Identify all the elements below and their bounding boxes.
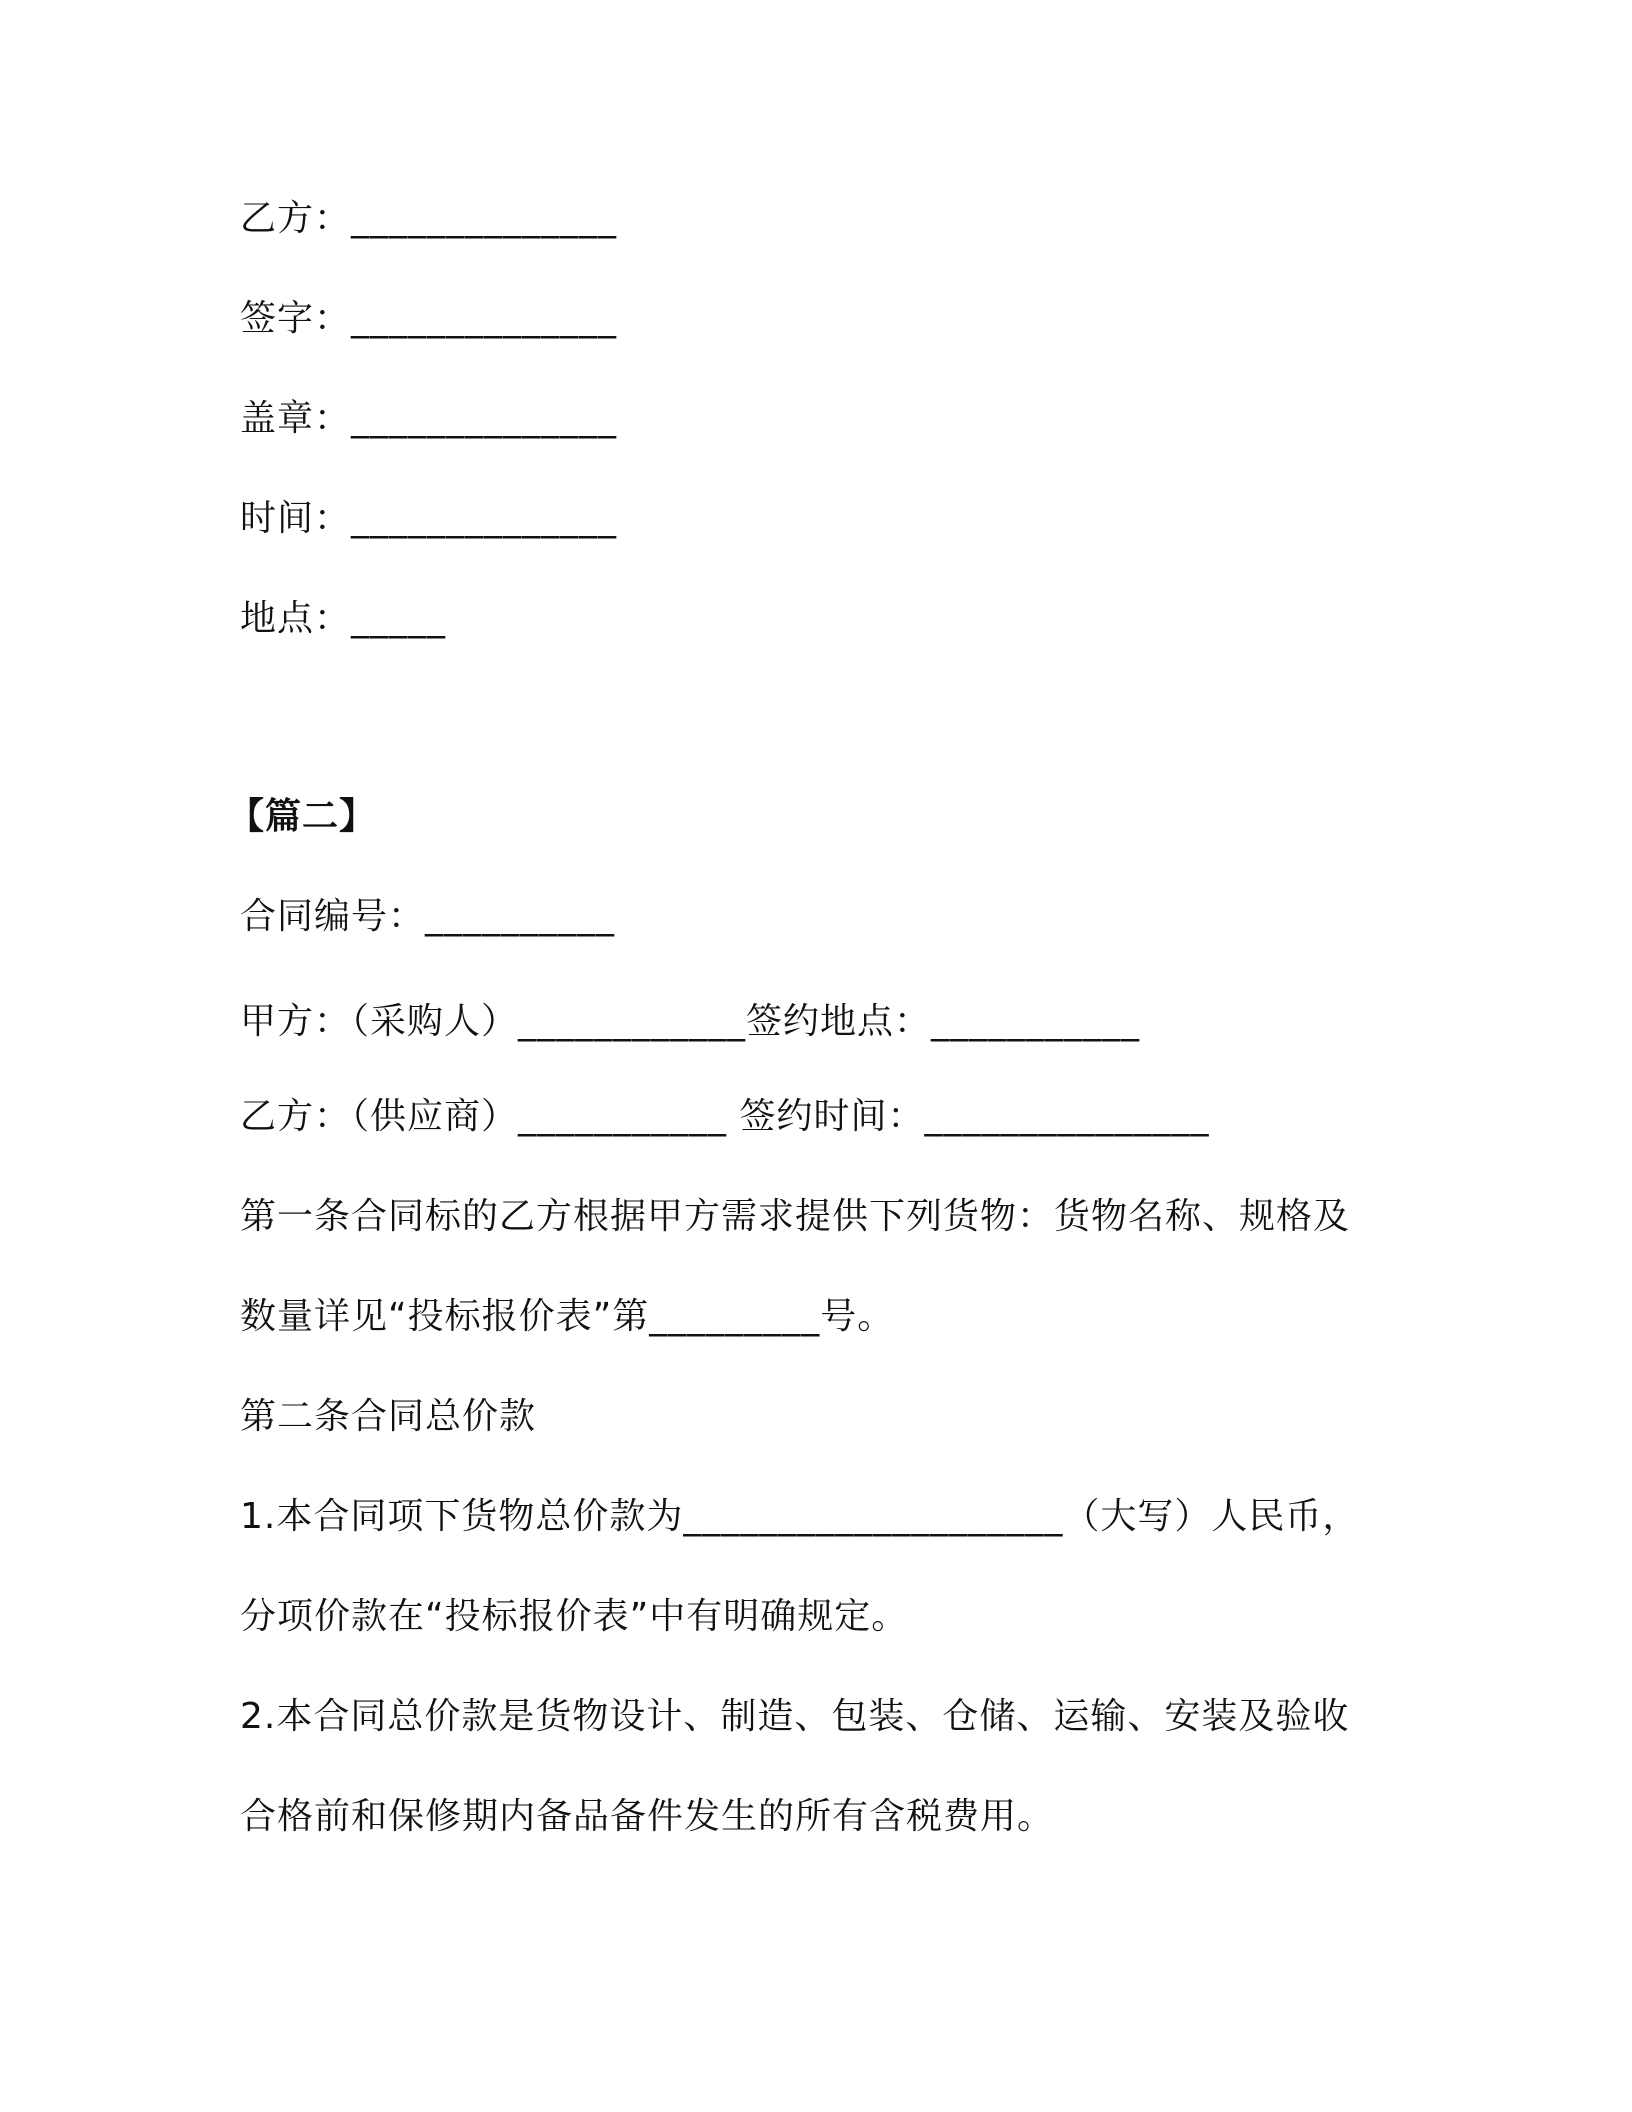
article-two-title: 第二条合同总价款 [240, 1396, 537, 1437]
article-one-line-2: 数量详见“投标报价表”第_________号。 [240, 1296, 895, 1337]
contract-number-field: 合同编号：__________ [240, 896, 616, 937]
clause-2-line-2: 合格前和保修期内备品备件发生的所有含税费用。 [240, 1796, 1055, 1837]
party-b-line: 乙方：（供应商）___________ 签约时间：_______________ [240, 1096, 1210, 1137]
seal-field: 盖章：______________ [240, 398, 618, 439]
article-one-line-1: 第一条合同标的乙方根据甲方需求提供下列货物：货物名称、规格及 [240, 1196, 1351, 1237]
section-heading: 【篇二】 [228, 796, 377, 837]
clause-2-line-1: 2.本合同总价款是货物设计、制造、包装、仓储、运输、安装及验收 [240, 1696, 1350, 1737]
party-a-line: 甲方：（采购人）____________签约地点：___________ [240, 1001, 1141, 1042]
time-field: 时间：______________ [240, 498, 618, 539]
signature-field: 签字：______________ [240, 298, 618, 339]
party-b-field: 乙方：______________ [240, 198, 618, 239]
clause-1-line-1: 1.本合同项下货物总价款为____________________（大写）人民币， [240, 1496, 1360, 1537]
place-field: 地点：_____ [240, 598, 447, 639]
clause-1-line-2: 分项价款在“投标报价表”中有明确规定。 [240, 1596, 909, 1637]
